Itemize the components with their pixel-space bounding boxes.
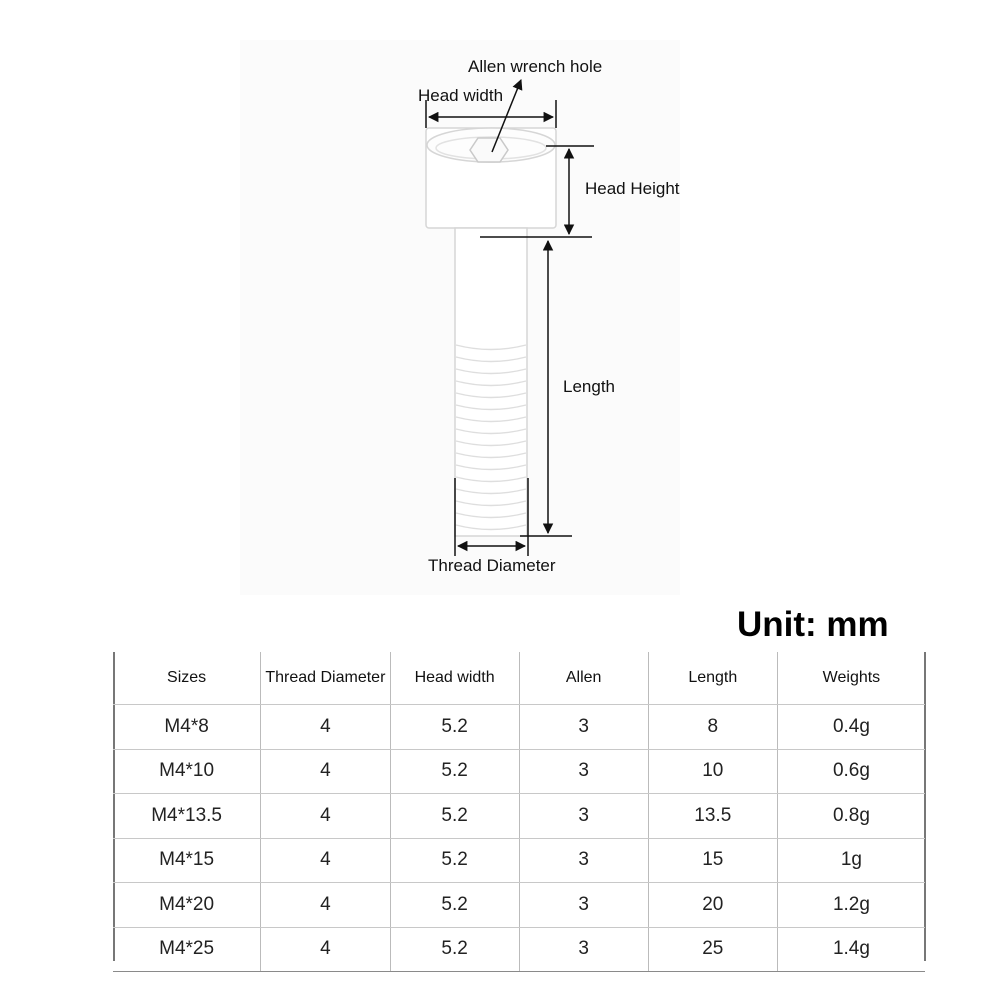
table-cell: M4*25 [113,927,261,972]
table-cell: 5.2 [390,838,519,883]
label-allen-wrench-hole: Allen wrench hole [468,57,603,76]
label-head-width: Head width [418,86,504,105]
table-cell: 3 [519,749,648,794]
table-row [113,883,925,928]
table-row [113,794,925,839]
column-header: Length [648,652,777,705]
table-cell: 4 [261,705,390,750]
table-cell: M4*10 [113,749,261,794]
table-cell: 0.8g [777,794,925,839]
allen-socket-icon [470,138,508,162]
column-header: Head width [390,652,519,705]
table-row [113,705,925,750]
table-cell: 0.4g [777,705,925,750]
table-cell: 4 [261,883,390,928]
table-cell: 5.2 [390,883,519,928]
column-header: Sizes [113,652,261,705]
screw-shank [455,228,527,536]
table-cell: 15 [648,838,777,883]
table-cell: M4*15 [113,838,261,883]
table-cell: 5.2 [390,794,519,839]
table-cell: 4 [261,794,390,839]
table-cell: 1.2g [777,883,925,928]
table-cell: 13.5 [648,794,777,839]
label-thread-diameter: Thread Diameter [428,556,556,575]
table-row [113,838,925,883]
table-cell: M4*20 [113,883,261,928]
table-row [113,749,925,794]
table-cell: 25 [648,927,777,972]
column-header: Thread Diameter [261,652,390,705]
table-cell: 4 [261,749,390,794]
table-header-row [113,652,925,705]
table-cell: 3 [519,794,648,839]
table-cell: 0.6g [777,749,925,794]
table-cell: M4*13.5 [113,794,261,839]
table-cell: 4 [261,838,390,883]
table-row [113,927,925,972]
table-cell: 5.2 [390,749,519,794]
table-cell: 4 [261,927,390,972]
table-cell: 3 [519,705,648,750]
table-cell: 3 [519,927,648,972]
table-cell: 5.2 [390,927,519,972]
column-header: Weights [777,652,925,705]
label-length: Length [563,377,615,396]
table-cell: 8 [648,705,777,750]
label-head-height: Head Height [585,179,680,198]
column-header: Allen [519,652,648,705]
table-cell: 1g [777,838,925,883]
table-cell: 3 [519,838,648,883]
table-cell: 5.2 [390,705,519,750]
spec-table [113,652,925,972]
table-cell: 1.4g [777,927,925,972]
table-cell: 20 [648,883,777,928]
table-cell: 10 [648,749,777,794]
unit-label: Unit: mm [737,605,889,644]
table-cell: 3 [519,883,648,928]
table-cell: M4*8 [113,705,261,750]
